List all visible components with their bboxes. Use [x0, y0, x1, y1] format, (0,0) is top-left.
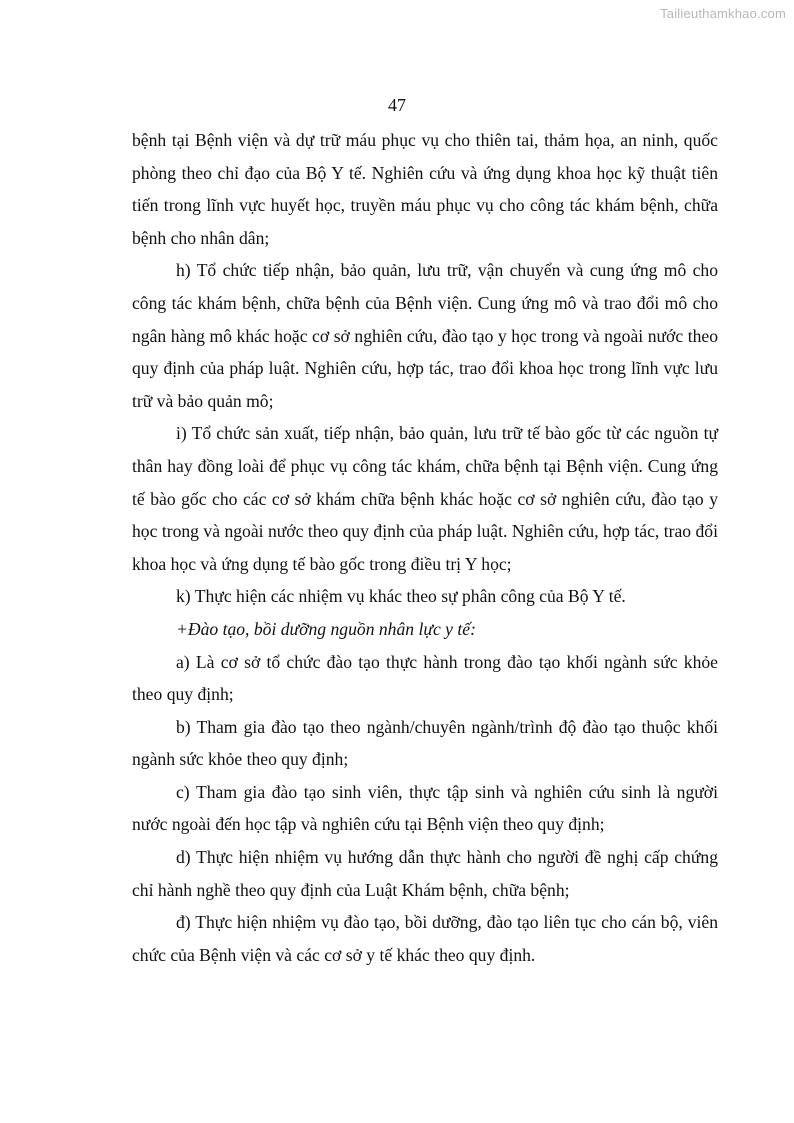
paragraph-continuation: bệnh tại Bệnh viện và dự trữ máu phục vụ cho thiên tai, thảm họa, an ninh, quốc phòng theo chỉ đạo của Bộ Y tế. Nghiên cứu và ứng dụng khoa học kỹ thuật tiên tiến trong lĩnh vực huyết học, truyền máu phục vụ cho công tác khám bệnh, chữa bệnh cho nhân dân; — [132, 130, 718, 248]
paragraph-a: a) Là cơ sở tổ chức đào tạo thực hành trong đào tạo khối ngành sức khỏe theo quy định; — [132, 651, 718, 705]
paragraph-dd: đ) Thực hiện nhiệm vụ đào tạo, bồi dưỡng, đào tạo liên tục cho cán bộ, viên chức của Bệnh viện và các cơ sở y tế khác theo quy định. — [132, 912, 718, 965]
paragraph-h: h) Tổ chức tiếp nhận, bảo quản, lưu trữ, vận chuyển và cung ứng mô cho công tác khám bệnh, chữa bệnh của Bệnh viện. Cung ứng mô và trao đổi mô cho ngân hàng mô khác hoặc cơ sở nghiên cứu, đào tạo y học trong và ngoài nước theo quy định của pháp luật. Nghiên cứu, hợp tác, trao đổi khoa học trong lĩnh vực lưu trữ và bảo quản mô; — [132, 260, 718, 411]
page-number: 47 — [388, 95, 406, 115]
watermark: Tailieuthamkhao.com — [660, 6, 786, 21]
paragraph-k: k) Thực hiện các nhiệm vụ khác theo sự phân công của Bộ Y tế. — [176, 586, 626, 607]
paragraph-b: b) Tham gia đào tạo theo ngành/chuyên ngành/trình độ đào tạo thuộc khối ngành sức khỏe theo quy định; — [132, 716, 718, 770]
paragraph-d: d) Thực hiện nhiệm vụ hướng dẫn thực hành cho người đề nghị cấp chứng chỉ hành nghề theo quy định của Luật Khám bệnh, chữa bệnh; — [132, 847, 718, 900]
document-body — [132, 124, 718, 971]
paragraph-c: c) Tham gia đào tạo sinh viên, thực tập sinh và nghiên cứu sinh là người nước ngoài đến học tập và nghiên cứu tại Bệnh viện theo quy định; — [132, 781, 718, 835]
paragraph-i: i) Tổ chức sản xuất, tiếp nhận, bảo quản, lưu trữ tế bào gốc từ các nguồn tự thân hay đồng loài để phục vụ công tác khám, chữa bệnh tại Bệnh viện. Cung ứng tế bào gốc cho các cơ sở khám chữa bệnh khác hoặc cơ sở nghiên cứu, đào tạo y học trong và ngoài nước theo quy định của pháp luật. Nghiên cứu, hợp tác, trao đổi khoa học và ứng dụng tế bào gốc trong điều trị Y học; — [132, 423, 718, 574]
section-heading-training: +Đào tạo, bồi dưỡng nguồn nhân lực y tế: — [176, 618, 476, 639]
